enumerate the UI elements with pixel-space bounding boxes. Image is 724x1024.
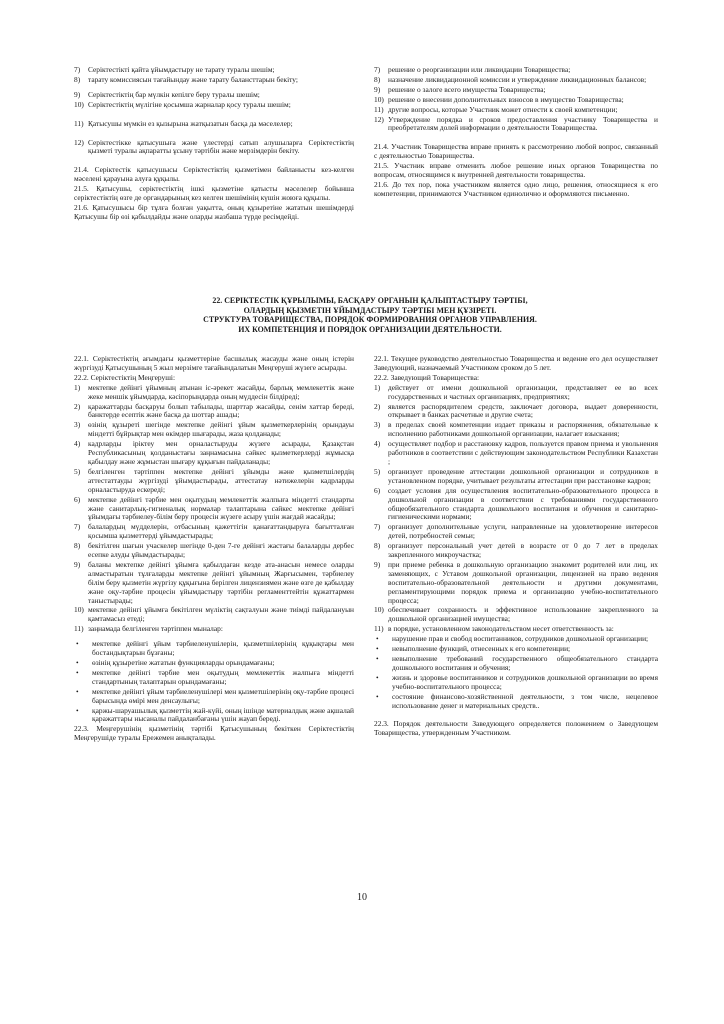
list-item: 11) Қатысушы мүмкін ез қызырына жатқызатын басқа да мәселелер;: [74, 118, 293, 128]
list-item: 8) бекітілген шағын учаскелер шегінде 0-ден 7-ге дейінгі жастағы балаларды дербес есепке алуды ұйымдастырады;: [74, 541, 354, 560]
paragraph: 22.2. Серіктестіктің Меңгеруші:: [74, 372, 176, 382]
list-item: 11) другие вопросы, которые Участник может отнести к своей компетенции;: [374, 104, 618, 114]
list-item: 3) в пределах своей компетенции издает приказы и распоряжения, обязательные к исполнению работниками дошкольной организации, налагает взыскания;: [374, 420, 658, 439]
list-item: 10) Серіктестіктің мүлігіне қосымша жарналар қосу туралы шешім;: [74, 99, 291, 109]
list-item: 11) заңнамада белгіленген тәртіппен мыналар:: [74, 624, 223, 634]
bullet-item: • нарушение прав и свобод воспитанников, сотрудников дошкольной организации;: [376, 634, 649, 644]
bullet-item: • жизнь и здоровье воспитанников и сотрудников дошкольной организации во время учебно-воспитательного процесса;: [376, 672, 658, 691]
page-number: 10: [357, 892, 367, 903]
bullet-item: • невыполнение функций, отнесенных к его компетенции;: [376, 644, 571, 654]
paragraph: 22.2. Заведующий Товарищества:: [374, 372, 480, 382]
heading-line: ОЛАРДЫҢ ҚЫЗМЕТІН ҰЙЫМДАСТЫРУ ТӘРТІБІ МЕН ҚҰЗІРЕТІ.: [243, 305, 497, 315]
list-item: 12) Серіктестікке қатысушыға және үлестерді сатып алушыларға Серіктестіктің қызметі туралы ақпаратты ұсыну тәртібін және мерзімдерін бекіту.: [74, 137, 354, 156]
paragraph: 21.4. Участник Товарищества вправе принять к рассмотрению любой вопрос, связанный с деятельностью Товарищества.: [374, 142, 658, 161]
list-item: 5) организует проведение аттестации дошкольной организации и сотрудников в установленном порядке, учитывает результаты аттестации при расстановке кадров;: [374, 466, 658, 485]
list-item: 2) қаражаттарды басқаруы болып табылады, шарттар жасайды, сенім хаттар береді, банктерде есептік және басқа да шоттар ашады;: [74, 401, 354, 420]
paragraph: 22.1. Серіктестіктің ағымдағы қызметтеріне басшылық жасауды және оның істерін жүргізуді Қатысушының 5 жыл мерзімге тағайындалатын Меңгеруші жүзеге асырады.: [74, 354, 354, 372]
top-right-column: [374, 66, 658, 200]
bullet-item: • қаржы-шаруашылық қызметтің жай-күйі, оның ішінде материалдық және ақшалай қаражаттары нысаналы пайдаланбағаны үшін жауап береді.: [76, 705, 354, 724]
list-item: 10) мектепке дейінгі ұйымға бекітілген мүліктің сақталуын және тиімді пайдалануын қамтамасыз етеді;: [74, 605, 354, 624]
bullet-item: • мектепке дейінгі тәрбие мен оқытудың мемлекеттік жалпыға міндетті стандартының талаптарын орындамағаны;: [76, 667, 354, 686]
paragraph: 21.4. Серіктестік қатысушысы Серіктестіктің қызметімен байланысты кез-келген мәселені қарауына алуға құқылы.: [74, 165, 354, 184]
bullet-item: • мектепке дейінгі ұйым тәрбиеленушілері мен қызметшілерінің оқу-тәрбие процесі барысында өмірі мен денсаулығы;: [76, 686, 354, 705]
list-item: 3) өзінің құзыреті шегінде мектепке дейінгі ұйым қызметкерлерінің орындауы міндетті бұйрықтар мен өкімдер шығарады, жаза қолданады;: [74, 420, 354, 439]
list-item: 10) обеспечивает сохранность и эффективное использование закрепленного за дошкольной организацией имущества;: [374, 605, 658, 624]
bullet-item: • состояние финансово-хозяйственной деятельности, з том числе, нецелевое использование денег и материальных средств..: [376, 691, 658, 710]
section-heading: [110, 296, 630, 334]
paragraph: 21.6. Қатысушысы бір тұлға болған уақытта, оның құзыретіне жататын шешімдерді Қатысушы бір өзі қабылдайды және оларды жазбаша түрде ресімдейді.: [74, 202, 354, 221]
paragraph: 22.3. Меңгерушінің қызметінің тәртібі Қатысушының бекіткен Серіктестіктің Меңгерушіде туралы Ережемен анықталады.: [74, 724, 354, 743]
heading-line: ИХ КОМПЕТЕНЦИЯ И ПОРЯДОК ОРГАНИЗАЦИИ ДЕЯТЕЛЬНОСТИ.: [238, 324, 502, 334]
list-item: 9) Серіктестіктің бар мүлкін кепілге беру туралы шешім;: [74, 89, 260, 99]
paragraph: 22.3. Порядок деятельности Заведующего определяется положением о Заведующем Товарищества, утвержденным Участником.: [374, 719, 658, 738]
list-item: 4) кадрларды іріктеу мен орналастыруды жүзеге асырады, Қазақстан Республикасының қолданыстағы заңнамасына сәйкес қызметкерлерді жұмысқа қабылдау және жұмыстан шығару құқығын пайдаланады;: [74, 439, 354, 466]
list-item: 7) организует дополнительные услуги, направленные на удовлетворение интересов детей, потребностей семьи;: [374, 522, 658, 541]
list-item: 2) является распорядителем средств, заключает договора, выдает доверенности, открывает в банках расчетные и другие счета;: [374, 401, 658, 420]
list-item: 1) действует от имени дошкольной организации, представляет ее во всех государственных и частных организациях, предприятиях;: [374, 382, 658, 401]
heading-line: 22. СЕРІКТЕСТІК ҚҰРЫЛЫМЫ, БАСҚАРУ ОРГАНЫН ҚАЛЫПТАСТЫРУ ТӘРТІБІ,: [212, 296, 528, 305]
list-item: 12) Утверждение порядка и сроков предоставления участнику Товарищества и преобретателям долей информации о деятельности Товарищества.: [374, 114, 658, 133]
list-item: 1) мектепке дейінгі ұйымның атынан іс-әрекет жасайды, барлық мемлекеттік және жеке меншік ұйымдарда, кәсіпорындарда оның мүддесін білдіреді;: [74, 382, 354, 401]
paragraph: 21.5. Участник вправе отменить любое решение иных органов Товарищества по вопросам, относящимся к внутренней деятельности товарищества.: [374, 161, 658, 180]
heading-line: СТРУКТУРА ТОВАРИЩЕСТВА, ПОРЯДОК ФОРМИРОВАНИЯ ОРГАНОВ УПРАВЛЕНИЯ.: [203, 315, 537, 325]
paragraph: 22.1. Текущее руководство деятельностью Товарищества и ведение его дел осуществляет Заведующий, назначаемый Участником сроком до 5 лет.: [374, 354, 658, 372]
top-left-column: [74, 66, 354, 223]
list-item: 7) балалардың мүдделерін, отбасының қажеттігін қанағаттандыруға бағытталған қосымша қызметтерді ұйымдастырады;: [74, 522, 354, 541]
list-item: 5) белгіленген тәртіппен мектепке дейінгі ұйымды және қызметшілердің аттестаттауды жүргізуді ұйымдастырады, аттестатау нәтижелерін кадрларды орналастыруда ескереді;: [74, 466, 354, 494]
section-left-column: [74, 355, 354, 744]
paragraph: 21.6. До тех пор, пока участником является одно лицо, решения, относящиеся к его компетенции, принимаются Участником единолично и оформляются письменно.: [374, 179, 658, 198]
list-item: 9) баланы мектепке дейінгі ұйымға қабылдаған кезде ата-анасын немесе оларды алмастыратын тұлғаларды мектепке дейінгі ұйымның Жарғысымен, тәрбиелеу білім беру қызметін жүргізу құқығына берілген лицензиямен және өзге де қабылдау және оқу-тәрбие процесін ұйымдастыру тәртібін регламенттейтін құжаттармен таныстырады;: [74, 559, 354, 605]
list-item: 7) Серіктестікті қайта ұйымдастыру не тарату туралы шешім;: [74, 65, 275, 74]
list-item: 10) решение о внесении дополнительных взносов в имущество Товарищества;: [374, 94, 624, 104]
list-item: 11) в порядке, установленном законодательством несет ответственность за:: [374, 624, 614, 634]
section-right-column: [374, 355, 658, 739]
list-item: 6) мектепке дейінгі тәрбие мен оқытудың мемлекеттік жалпыға міндетті стандарты және санитарлық-гигиеналық нормалар талаптарына сәйкес мектепке дейінгі ұйымдағы тәрбиелеу-білім беру процесін жүзеге асыру үшін жағдай жасайды;: [74, 494, 354, 522]
paragraph: 21.5. Қатысушы, серіктестіктің ішкі қызметіне қатысты мәселелер бойынша серіктестіктің өзге де органдарының кез келген шешімінің күшін жоюға құқылы.: [74, 184, 354, 203]
list-item: 8) тарату комиссиясын тағайындау және тарату балансттарын бекіту;: [74, 74, 298, 84]
list-item: 6) создает условия для осуществления воспитательно-образовательного процесса в дошкольной организации в соответствии с требованиями государственного общеобязательного стандарта дошкольного воспитания и обучения и санитарно-гигиеническими нормами;: [374, 485, 658, 522]
list-item: 4) осуществляет подбор и расстановку кадров, пользуется правом приема и увольнения работников в соответствии с действующим законодательством Республики Казахстан ;: [374, 439, 658, 466]
list-item: 7) решение о реорганизации или ликвидации Товарищества;: [374, 65, 571, 74]
list-item: 9) решение о залоге всего имущества Товарищества;: [374, 84, 546, 94]
bullet-item: • өзінің құзыретіне жататын функцияларды орындамағаны;: [76, 658, 275, 667]
bullet-item: • невыполнение требований государственного общеобязательного стандарта дошкольного воспитания и обучения;: [376, 654, 658, 672]
list-item: 9) при приеме ребенка в дошкольную организацию знакомит родителей или лиц, их заменяющих, с Уставом дошкольной организации, лицензией на право ведения воспитательно-образовательной деятельности и другими документами, регламентирующими порядок приема и организацию учебно-воспитательного процесса;: [374, 559, 658, 605]
bullet-item: • мектепке дейінгі ұйым тәрбиеленушілерін, қызметшілерінің құқықтары мен бостандықтарын бұзғаны;: [76, 639, 354, 658]
list-item: 8) назначение ликвидационной комиссии и утверждение ликвидационных балансов;: [374, 74, 647, 84]
list-item: 8) организует персональный учет детей в возрасте от 0 до 7 лет в пределах закрепленного микроучастка;: [374, 541, 658, 560]
